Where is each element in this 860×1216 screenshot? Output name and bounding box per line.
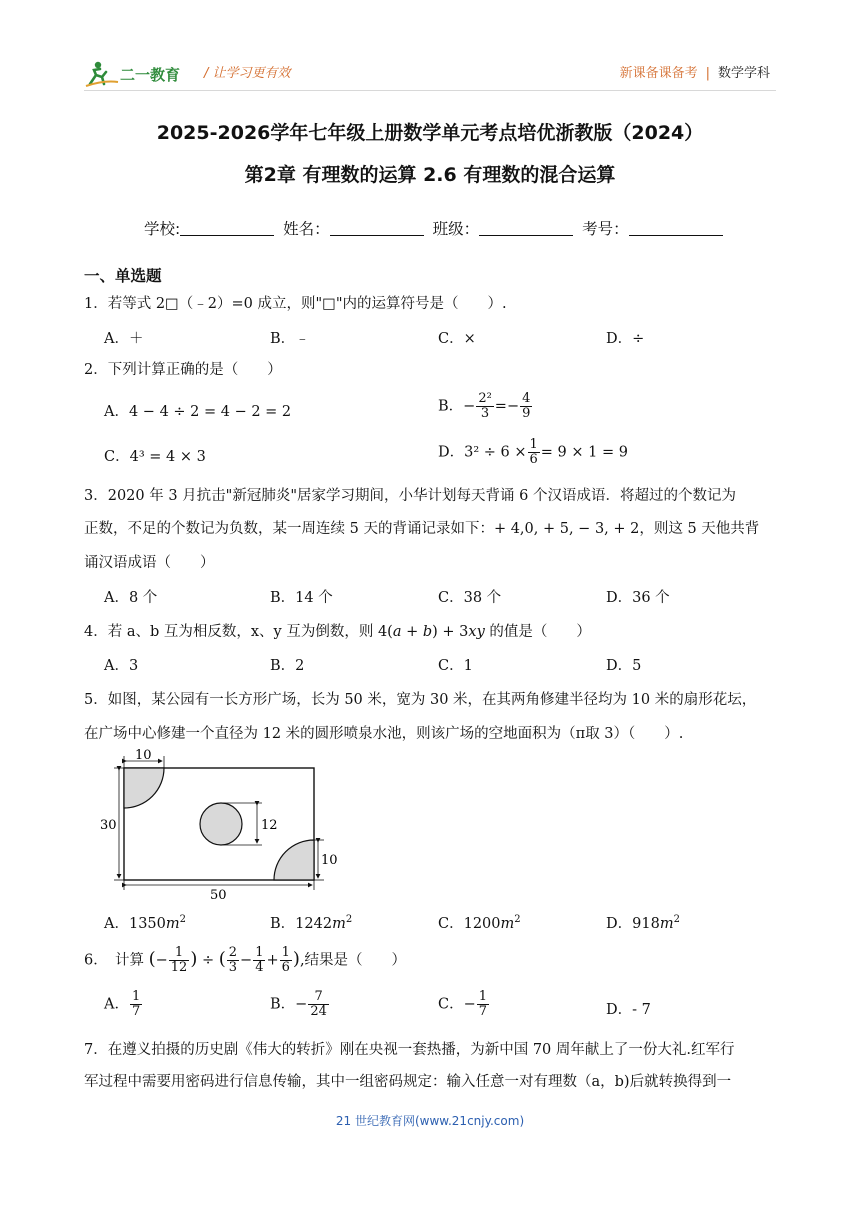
q6-frac-4 (280, 946, 292, 975)
q3-line-3: 诵汉语成语（ ） (84, 555, 215, 571)
q6-paren-close: ) (190, 948, 198, 970)
label-bottom-50: 50 (210, 888, 227, 903)
q5-option-c (438, 912, 521, 933)
q6-b-den: 24 (310, 1004, 327, 1019)
q6-c-frac (477, 990, 489, 1019)
q1-option-d: D．÷ (606, 331, 645, 347)
q2-b-fraction (476, 392, 493, 421)
q5-d-text: D．918 (606, 916, 660, 932)
q5-c-unit: m (500, 916, 515, 932)
header-right (620, 62, 770, 81)
q6-f3-den: 4 (255, 960, 264, 975)
class-label: 班级： (432, 220, 480, 238)
q5-c-exp: 2 (514, 914, 521, 926)
school-blank (180, 220, 274, 236)
q6-frac-2 (227, 946, 239, 975)
q1-option-a: A．＋ (104, 331, 144, 347)
q5-b-text: B．1242 (270, 916, 333, 932)
slogan: / 让学习更有效 (204, 66, 291, 81)
q2-b-fraction2 (520, 392, 532, 421)
q5-a-exp: 2 (179, 914, 186, 926)
q6-option-a: A． $\frac{1}{7}$ (104, 989, 141, 1019)
q6-c-den: 7 (478, 1004, 488, 1019)
q2-option-d (438, 438, 628, 467)
header-separator: | (705, 66, 710, 81)
q6-paren2-close: ) (292, 948, 300, 970)
header-subject: 数学学科 (717, 66, 770, 81)
section-heading: 一、单选题 (84, 267, 162, 285)
q2-stem: 2．下列计算正确的是（ ） (84, 362, 282, 378)
q6-a-frac (130, 990, 142, 1019)
brand-logo (84, 58, 194, 90)
q2-option-b (438, 392, 533, 421)
q5-option-a (104, 912, 186, 933)
q4-stem (84, 620, 784, 641)
q6-option-c: C．− $\frac{1}{7}$ (438, 989, 488, 1019)
q2-d-num: 1 (529, 437, 538, 452)
q3-line-1: 3．2020 年 3 月抗击"新冠肺炎"居家学习期间，小华计划每天背诵 6 个汉语成语．将超过的个数记为 (84, 488, 736, 504)
doc-title: 2025-2026学年七年级上册数学单元考点培优浙教版（2024） (156, 122, 704, 144)
q7-line-2: 军过程中需要用密码进行信息传输，其中一组密码规定：输入任意一对有理数（a，b)后就转换得到一 (84, 1074, 732, 1090)
q1-option-b: B．﹣ (270, 331, 310, 347)
q4-stem-suffix: 的值是（ ） (484, 624, 591, 640)
q5-c-text: C．1200 (438, 916, 501, 932)
q6-option-b: B．− $\frac{7}{24}$ (270, 989, 327, 1019)
number-label: 考号： (582, 220, 629, 238)
q4-option-d: D．5 (606, 658, 642, 674)
q2-option-c: C．4³ = 4 × 3 (104, 449, 206, 465)
runner-icon (86, 62, 118, 86)
q2-d-prefix: D．3² ÷ 6 × (438, 444, 527, 461)
q5-figure (98, 748, 338, 903)
q5-d-exp: 2 (673, 914, 680, 926)
q4-option-a: A．3 (104, 658, 139, 674)
q1-stem: 1．若等式 2□（﹣2）=0 成立，则"□"内的运算符号是（ ）. (84, 296, 507, 312)
q6-f2-num: 2 (228, 945, 238, 960)
q3-option-c: C．38 个 (438, 590, 502, 606)
name-label: 姓名： (283, 220, 330, 238)
q4-expr: a + b (392, 624, 433, 640)
q3-line-2: 正数，不足的个数记为负数，某一周连续 5 天的背诵记录如下：+ 4,0, + 5, − 3, + 2，则这 5 天他共背 (84, 521, 760, 537)
q6-b-num: 7 (308, 990, 329, 1005)
q4-option-b: B．2 (270, 658, 305, 674)
header-divider (84, 90, 776, 91)
q2-b-num2: 4 (522, 391, 531, 406)
q5-option-d (606, 912, 680, 933)
q5-line-1: 5．如图，某公园有一长方形广场，长为 50 米，宽为 30 米，在其两角修建半径均为 10 米的扇形花坛， (84, 692, 757, 708)
q4-stem-mid: ) + 3 (432, 624, 469, 640)
q2-d-den: 6 (529, 452, 538, 467)
q2-d-fraction (528, 438, 540, 467)
q5-a-text: A．1350 (104, 916, 166, 932)
q2-b-mid: =− (494, 398, 520, 415)
page-footer: 21 世纪教育网(www.21cnjy.com) (335, 1114, 525, 1128)
sector-top-left (124, 768, 164, 808)
q6-paren2-open: ( (218, 948, 226, 970)
school-label: 学校: (144, 220, 181, 238)
q6-frac-3 (253, 946, 265, 975)
q6-b-frac (308, 990, 329, 1019)
q6-c-num: 1 (478, 989, 488, 1004)
q4-stem-prefix: 4．若 a、b 互为相反数，x、y 互为倒数，则 4( (84, 624, 393, 640)
label-12: 12 (261, 818, 278, 833)
q6-f4-den: 6 (281, 960, 290, 975)
q5-b-unit: m (332, 916, 346, 932)
q2-b-num: 2² (478, 391, 492, 406)
q6-frac-1 (169, 946, 190, 975)
number-blank (629, 220, 723, 236)
q6-a-den: 7 (131, 1004, 141, 1019)
label-top-10: 10 (135, 748, 152, 763)
q6-f2-den: 3 (228, 960, 238, 975)
q5-d-unit: m (659, 916, 674, 932)
name-blank (330, 220, 424, 236)
q4-option-c: C．1 (438, 658, 473, 674)
q6-f1-den: 12 (170, 960, 188, 975)
q3-option-d: D．36 个 (606, 590, 670, 606)
q1-option-c: C．× (438, 331, 476, 347)
q5-b-exp: 2 (345, 914, 353, 926)
fountain-circle (200, 803, 242, 845)
brand-text: 二一教育 (120, 66, 181, 84)
q2-b-prefix: B．− (438, 398, 476, 415)
q6-paren-open: ( (148, 948, 156, 970)
q5-option-b (270, 912, 352, 933)
q4-xy: xy (468, 624, 485, 640)
class-blank (479, 220, 573, 236)
label-left-30: 30 (100, 818, 117, 833)
label-right-10: 10 (321, 853, 338, 868)
q3-option-b: B．14 个 (270, 590, 333, 606)
q6-f3-num: 1 (255, 945, 264, 960)
q3-option-a: A．8 个 (104, 590, 158, 606)
q2-b-den: 3 (480, 406, 490, 421)
q5-line-2: 在广场中心修建一个直径为 12 米的圆形喷泉水池，则该广场的空地面积为（π取 3）（ ）. (84, 726, 684, 742)
sector-bottom-right (274, 840, 314, 880)
q6-f1-num: 1 (169, 946, 190, 961)
q2-option-a: A．4 − 4 ÷ 2 = 4 − 2 = 2 (104, 404, 292, 420)
student-info (144, 217, 727, 239)
q7-line-1: 7．在遵义拍摄的历史剧《伟大的转折》刚在央视一套热播，为新中国 70 周年献上了一份大礼.红军行 (84, 1042, 735, 1058)
q6-f4-num: 1 (281, 945, 290, 960)
q6-stem-suffix: ,结果是（ ） (299, 952, 407, 969)
q5-a-unit: m (165, 916, 180, 932)
q6-option-d: D．- 7 (606, 1002, 651, 1018)
q6-a-num: 1 (131, 989, 141, 1004)
q6-stem-prefix: 6． 计算 (84, 952, 144, 969)
q2-d-suffix: = 9 × 1 = 9 (540, 444, 628, 461)
q6-stem: 6． 计算 (− $\frac{1}{12}$ ) ÷ ( $\frac{2}{3}$ − $\frac{1}{4}$ + $\frac{1}{6}$ ),结果是（ ） (84, 945, 407, 975)
q2-b-den2: 9 (522, 406, 531, 421)
doc-subtitle: 第2章 有理数的运算 2.6 有理数的混合运算 (244, 164, 616, 186)
header-tag: 新课备课备考 (619, 66, 698, 81)
